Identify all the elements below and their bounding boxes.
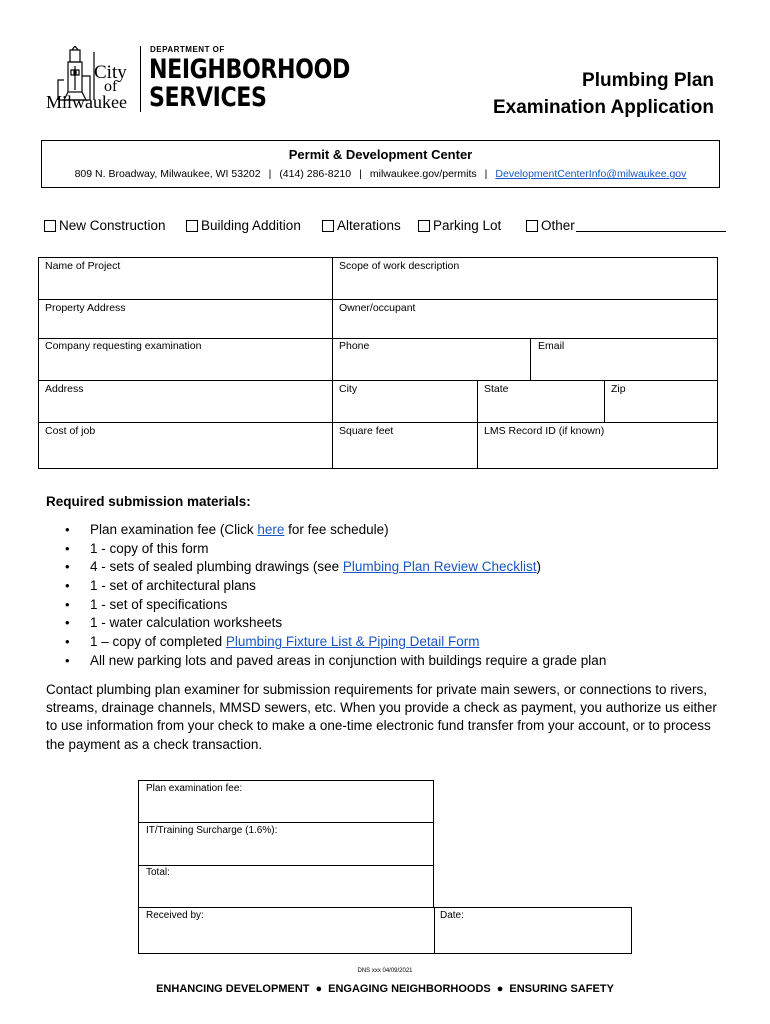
item-text: Plan examination fee (Click — [90, 522, 258, 537]
logo-of-word: of — [104, 78, 118, 95]
field-email[interactable]: Email — [538, 340, 565, 352]
checkbox-parking-lot[interactable] — [418, 218, 501, 233]
fee-col-divider — [434, 907, 435, 954]
field-name-of-project[interactable]: Name of Project — [45, 260, 121, 272]
logo-city-word: City — [94, 62, 127, 83]
field-company[interactable]: Company requesting examination — [45, 340, 202, 352]
checkbox-square-icon[interactable] — [44, 220, 56, 232]
checkbox-square-icon[interactable] — [322, 220, 334, 232]
permit-website[interactable]: milwaukee.gov/permits — [369, 168, 477, 180]
permit-email-link[interactable]: DevelopmentCenterInfo@milwaukee.gov — [495, 168, 687, 180]
field-scope-of-work[interactable]: Scope of work description — [339, 260, 460, 272]
form-row-divider — [38, 422, 718, 423]
field-owner-occupant[interactable]: Owner/occupant — [339, 302, 416, 314]
checkbox-building-addition[interactable] — [186, 218, 301, 233]
field-phone[interactable]: Phone — [339, 340, 370, 352]
fee-table — [138, 780, 434, 908]
item-text: ) — [536, 559, 541, 575]
checkbox-label: Alterations — [337, 218, 401, 233]
field-property-address[interactable]: Property Address — [45, 302, 126, 314]
form-col-divider — [477, 380, 478, 469]
field-received-by[interactable]: Received by: — [146, 910, 204, 921]
footer-tagline — [0, 983, 770, 995]
page-title-line1: Plumbing Plan — [582, 70, 714, 91]
field-lms-record[interactable]: LMS Record ID (if known) — [484, 425, 605, 437]
checkbox-square-icon[interactable] — [526, 220, 538, 232]
field-zip[interactable]: Zip — [611, 383, 626, 395]
fee-row-divider — [138, 865, 434, 866]
logo-dept-of: DEPARTMENT OF — [150, 45, 225, 54]
fixture-list-form-link[interactable]: Plumbing Fixture List & Piping Detail Form — [225, 634, 480, 650]
list-item — [63, 596, 606, 615]
fee-schedule-link[interactable]: here — [257, 522, 285, 537]
checkbox-other[interactable] — [526, 218, 726, 233]
separator: | — [484, 168, 488, 180]
field-state[interactable]: State — [484, 383, 509, 395]
footer-part2: ENGAGING NEIGHBORHOODS — [328, 983, 491, 995]
footer-dot-icon: ● — [315, 983, 323, 995]
checkbox-alterations[interactable] — [322, 218, 401, 233]
item-text: 1 - set of specifications — [90, 596, 228, 612]
field-address[interactable]: Address — [45, 383, 84, 395]
form-row-divider — [38, 299, 718, 300]
field-total[interactable]: Total: — [146, 867, 170, 878]
checkbox-new-construction[interactable] — [44, 218, 166, 233]
list-item — [63, 614, 606, 633]
permit-center-title: Permit & Development Center — [288, 147, 473, 162]
permit-center-info — [42, 168, 719, 180]
item-text: 1 - copy of this form — [90, 540, 209, 556]
page-title-line2: Examination Application — [493, 97, 714, 118]
checkbox-square-icon[interactable] — [418, 220, 430, 232]
received-by-row — [138, 907, 632, 954]
item-text: 4 - sets of sealed plumbing drawings (see — [90, 559, 343, 575]
checkbox-label: Other — [541, 218, 575, 233]
field-square-feet[interactable]: Square feet — [339, 425, 394, 437]
item-text: All new parking lots and paved areas in conjunction with buildings require a grade plan — [90, 652, 607, 668]
separator: | — [359, 168, 362, 180]
required-materials-heading: Required submission materials: — [46, 494, 251, 509]
item-text: for fee schedule) — [284, 522, 389, 537]
list-item — [63, 577, 606, 596]
item-text: 1 – copy of completed — [90, 634, 226, 650]
plumbing-checklist-link[interactable]: Plumbing Plan Review Checklist — [342, 559, 537, 575]
project-info-form — [38, 257, 718, 469]
separator: | — [268, 168, 272, 180]
form-col-divider — [332, 257, 333, 469]
permit-center-box — [41, 140, 720, 188]
field-surcharge[interactable]: IT/Training Surcharge (1.6%): — [146, 825, 278, 836]
form-row-divider — [38, 338, 718, 339]
field-plan-exam-fee[interactable]: Plan examination fee: — [146, 783, 243, 794]
logo-neighborhood: NEIGHBORHOOD — [149, 54, 350, 85]
form-row-divider — [38, 380, 718, 381]
list-item — [63, 633, 606, 652]
list-item — [63, 558, 606, 577]
field-date[interactable]: Date: — [440, 910, 464, 921]
permit-address: 809 N. Broadway, Milwaukee, WI 53202 — [74, 168, 261, 180]
checkbox-label: New Construction — [59, 218, 166, 233]
form-col-divider — [604, 380, 605, 422]
fee-row-divider — [138, 822, 434, 823]
form-col-divider — [530, 338, 531, 380]
field-cost-of-job[interactable]: Cost of job — [45, 425, 96, 437]
permit-phone: (414) 286-8210 — [279, 168, 352, 180]
checkbox-label: Building Addition — [201, 218, 301, 233]
logo-milwaukee-word: Milwaukee — [46, 92, 127, 112]
list-item — [63, 521, 606, 540]
checkbox-label: Parking Lot — [433, 218, 502, 233]
list-item — [63, 652, 606, 671]
logo-divider — [140, 46, 141, 112]
item-text: 1 - set of architectural plans — [90, 578, 256, 594]
item-text: 1 - water calculation worksheets — [90, 615, 283, 631]
contact-paragraph: Contact plumbing plan examiner for submission requirements for private main sewers, or connections to rivers, streams, drainage channels, MMSD sewers, etc. When you provide a check as payment, you authorize us either to use information from your check to make a one-time electronic fund transfer from your account, or to process the payment as a check transaction. — [46, 682, 717, 752]
checkbox-square-icon[interactable] — [186, 220, 198, 232]
footer-dot-icon: ● — [496, 983, 504, 995]
footer-part3: ENSURING SAFETY — [509, 983, 614, 995]
document-code: DNS xxx 04/09/2021 — [357, 968, 413, 974]
field-city[interactable]: City — [339, 383, 358, 395]
list-item — [63, 540, 606, 559]
footer-part1: ENHANCING DEVELOPMENT — [156, 983, 310, 995]
required-materials-list — [63, 521, 606, 671]
other-input-line[interactable] — [576, 219, 726, 232]
logo-services: SERVICES — [149, 82, 267, 113]
